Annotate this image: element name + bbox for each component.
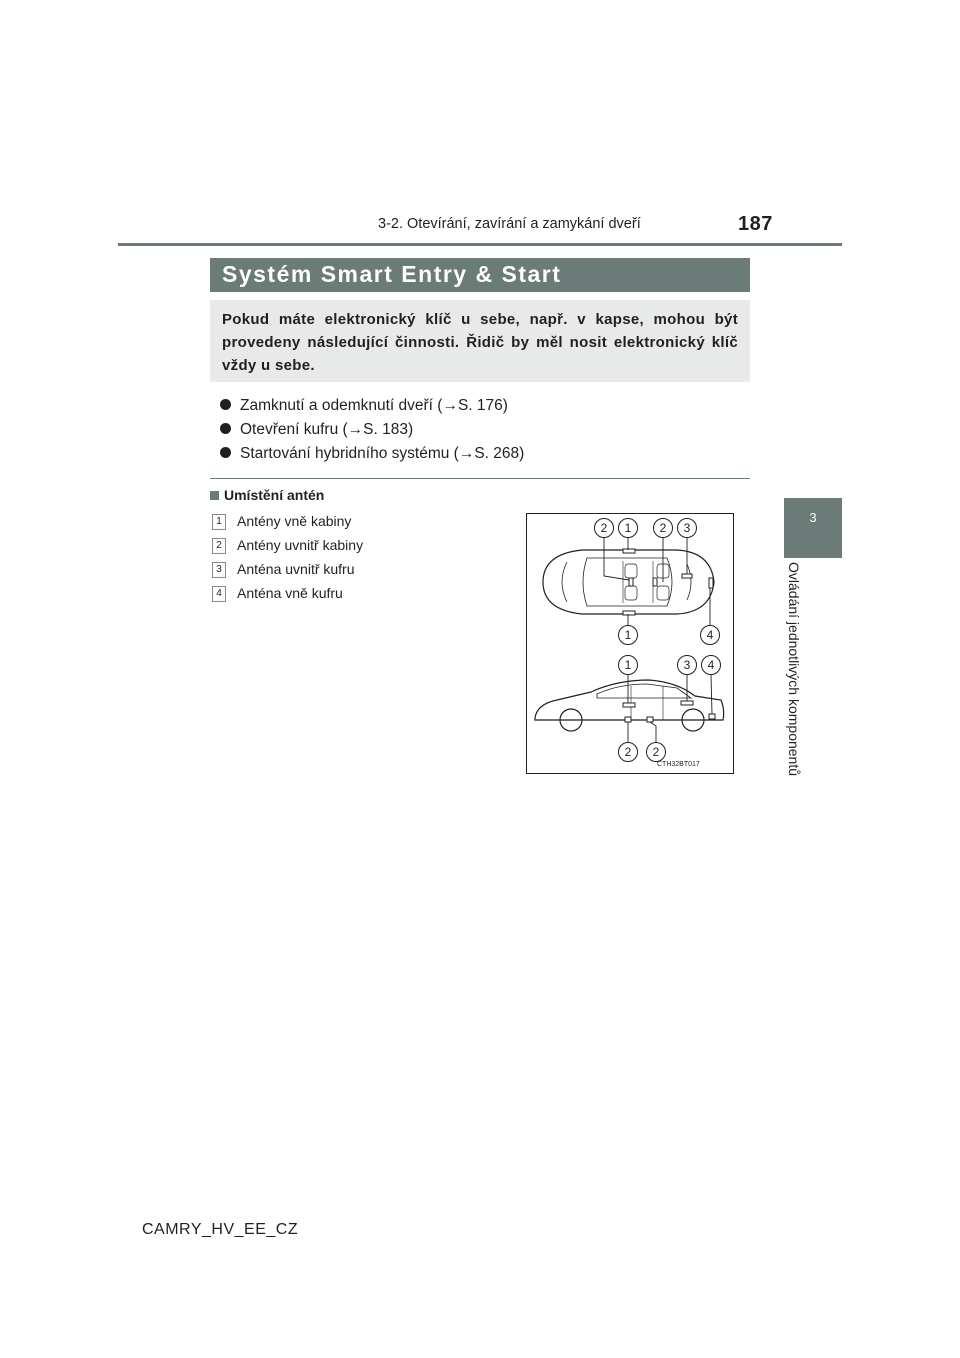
section-title: Systém Smart Entry & Start <box>222 261 562 287</box>
list-item <box>220 442 524 466</box>
list-item <box>220 394 524 418</box>
legend-item <box>212 533 363 557</box>
feature-list <box>220 394 524 466</box>
intro-box <box>210 300 750 382</box>
section-title-bar <box>210 258 750 292</box>
header-section-title: 3-2. Otevírání, zavírání a zamykání dveří <box>378 216 641 232</box>
callout-1: 1 <box>618 625 638 645</box>
callout-1: 1 <box>618 655 638 675</box>
legend-label: Antény uvnitř kabiny <box>237 537 364 553</box>
antenna-location-figure <box>526 513 734 774</box>
legend-number: 4 <box>212 586 226 602</box>
legend-number: 1 <box>212 514 226 530</box>
callout-4: 4 <box>700 625 720 645</box>
figure-code: CTH32BT017 <box>657 761 700 768</box>
callout-2: 2 <box>618 742 638 762</box>
list-item-text: Zamknutí a odemknutí dveří (→S. 176) <box>240 397 508 414</box>
intro-text: Pokud máte elektronický klíč u sebe, např. v kapse, mohou být provedeny následující činnosti. Řidič by měl nosit elektronický klíč vždy u sebe. <box>222 311 738 374</box>
chapter-side-label: Ovládání jednotlivých komponentů <box>786 562 802 777</box>
callout-3: 3 <box>677 518 697 538</box>
callout-4: 4 <box>701 655 721 675</box>
square-bullet-icon <box>210 491 219 500</box>
bullet-icon <box>220 447 231 458</box>
bullet-icon <box>220 399 231 410</box>
list-item-text: Otevření kufru (→S. 183) <box>240 421 414 438</box>
legend-label: Anténa uvnitř kufru <box>237 561 355 577</box>
list-item <box>220 418 524 442</box>
page-number: 187 <box>738 213 773 235</box>
antenna-legend <box>212 509 363 605</box>
legend-label: Anténa vně kufru <box>237 585 343 601</box>
subsection-heading <box>210 487 324 503</box>
callout-3: 3 <box>677 655 697 675</box>
legend-item <box>212 557 363 581</box>
bullet-icon <box>220 423 231 434</box>
legend-item <box>212 509 363 533</box>
subsection-heading-text: Umístění antén <box>224 487 325 503</box>
chapter-tab <box>784 498 842 558</box>
legend-item <box>212 581 363 605</box>
footer-doc-id: CAMRY_HV_EE_CZ <box>142 1221 299 1238</box>
section-divider <box>210 478 750 479</box>
legend-label: Antény vně kabiny <box>237 513 352 529</box>
callout-2: 2 <box>646 742 666 762</box>
chapter-side-label-wrap <box>778 562 818 802</box>
list-item-text: Startování hybridního systému (→S. 268) <box>240 445 525 462</box>
legend-number: 2 <box>212 538 226 554</box>
callout-2: 2 <box>653 518 673 538</box>
chapter-tab-number: 3 <box>809 510 817 525</box>
header-divider <box>118 243 842 246</box>
callout-1: 1 <box>618 518 638 538</box>
callout-2: 2 <box>594 518 614 538</box>
legend-number: 3 <box>212 562 226 578</box>
